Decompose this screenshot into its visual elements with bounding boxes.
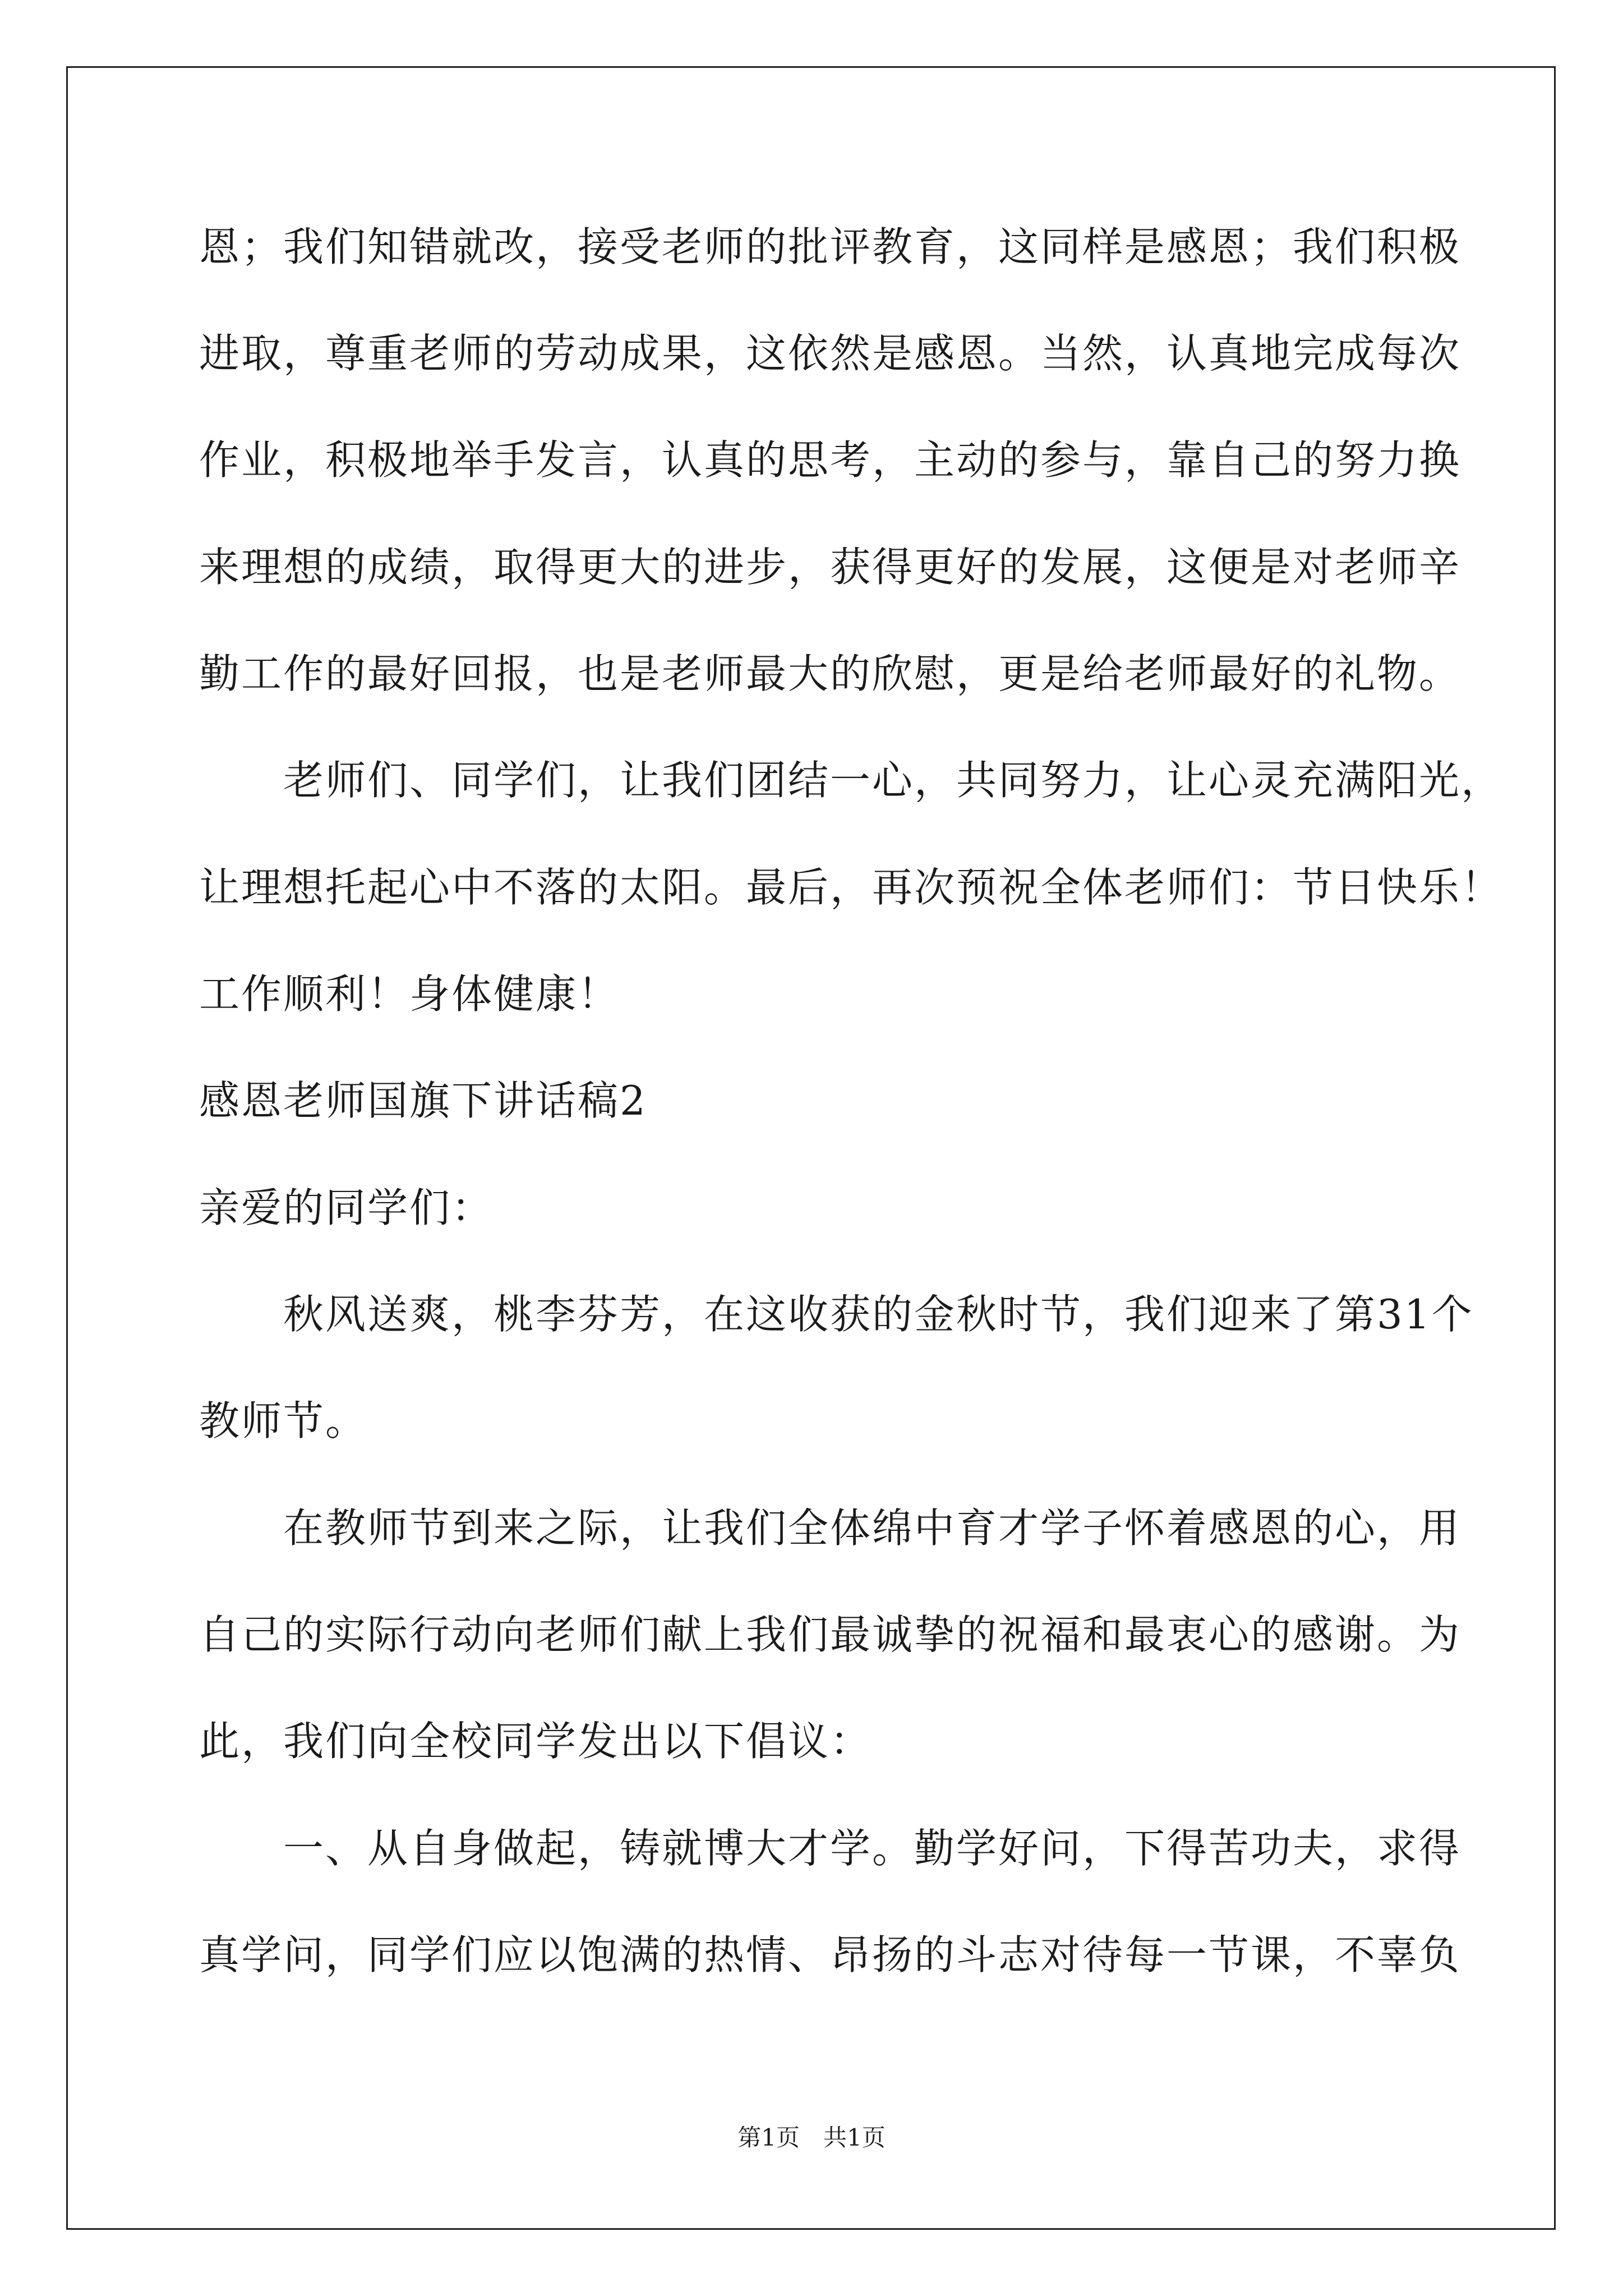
text-line: 老师们、同学们，让我们团结一心，共同努力，让心灵充满阳光，	[199, 757, 1504, 804]
salutation: 亲爱的同学们：	[199, 1184, 494, 1231]
text-line: 让理想托起心中不落的太阳。最后，再次预祝全体老师们：节日快乐！	[199, 864, 1504, 911]
text-line: 恩；我们知错就改，接受老师的批评教育，这同样是感恩；我们积极	[199, 223, 1461, 270]
section-heading: 感恩老师国旗下讲话稿2	[199, 1077, 647, 1124]
text-line: 自己的实际行动向老师们献上我们最诚挚的祝福和最衷心的感谢。为	[199, 1611, 1461, 1658]
page-border	[66, 66, 1556, 2230]
text-line: 勤工作的最好回报，也是老师最大的欣慰，更是给老师最好的礼物。	[199, 650, 1461, 697]
page-number: 第1页 共1页	[737, 2124, 886, 2151]
text-line: 进取，尊重老师的劳动成果，这依然是感恩。当然，认真地完成每次	[199, 330, 1461, 377]
text-line: 真学问，同学们应以饱满的热情、昂扬的斗志对待每一节课，不辜负	[199, 1931, 1461, 1978]
text-line: 在教师节到来之际，让我们全体绵中育才学子怀着感恩的心，用	[199, 1504, 1461, 1552]
text-line: 此，我们向全校同学发出以下倡议：	[199, 1718, 873, 1765]
text-line: 作业，积极地举手发言，认真的思考，主动的参与，靠自己的努力换	[199, 436, 1461, 484]
text-line: 一、从自身做起，铸就博大才学。勤学好问，下得苦功夫，求得	[199, 1825, 1461, 1872]
text-line: 来理想的成绩，取得更大的进步，获得更好的发展，这便是对老师辛	[199, 544, 1461, 591]
text-line: 秋风送爽，桃李芬芳，在这收获的金秋时节，我们迎来了第31个	[199, 1291, 1474, 1338]
text-line: 工作顺利！身体健康！	[199, 970, 620, 1018]
text-line: 教师节。	[199, 1397, 368, 1444]
